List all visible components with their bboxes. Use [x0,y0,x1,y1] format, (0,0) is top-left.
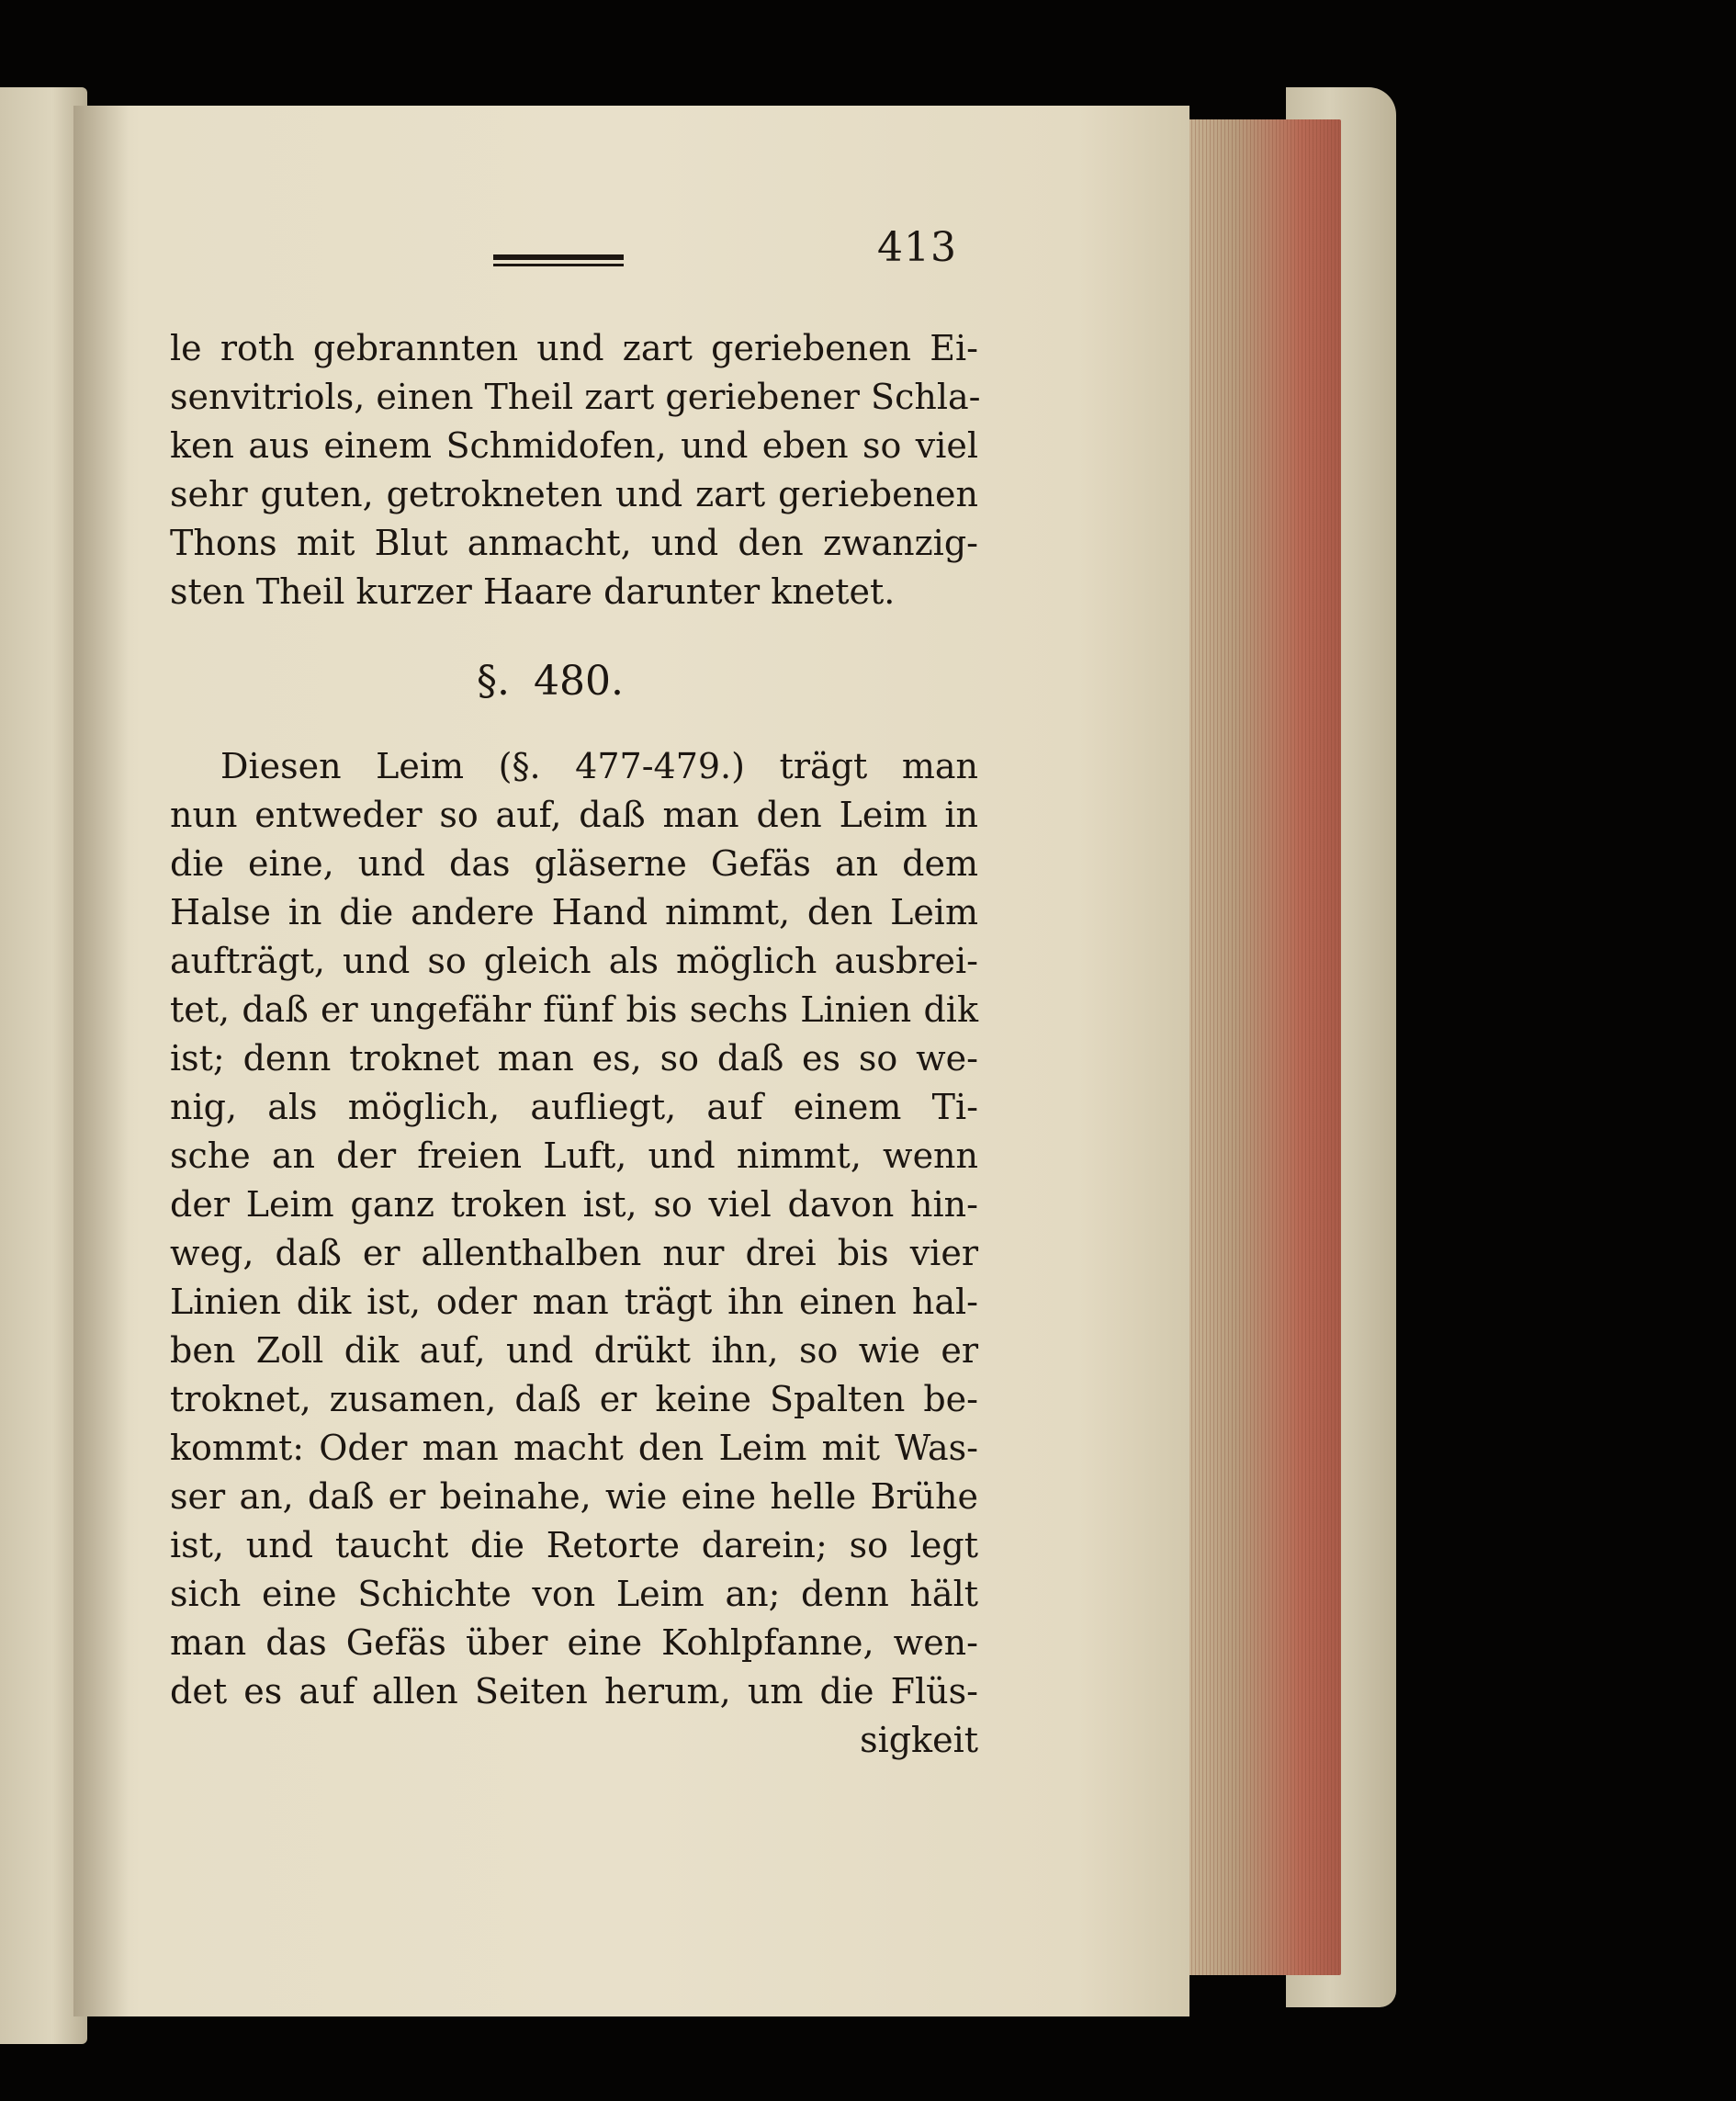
text-line: ist, und taucht die Retorte darein; so legt [170,1525,978,1565]
text-line: kommt: Oder man macht den Leim mit Was- [170,1428,978,1468]
text-line: ken aus einem Schmidofen, und eben so viel [170,425,978,466]
text-line: troknet, zusamen, daß er keine Spalten be- [170,1379,978,1419]
text-line: weg, daß er allenthalben nur drei bis vier [170,1233,978,1273]
text-line: nig, als möglich, aufliegt, auf einem Ti- [170,1087,978,1127]
text-line: der Leim ganz troken ist, so viel davon hin- [170,1184,978,1225]
section-heading: §. 480. [477,658,624,705]
text-line: ser an, daß er beinahe, wie eine helle Brühe [170,1476,978,1517]
text-line: sich eine Schichte von Leim an; denn hält [170,1574,978,1614]
text-line: nun entweder so auf, daß man den Leim in [170,795,978,835]
gutter-shadow [73,106,129,2016]
text-line: sehr guten, getrokneten und zart geriebenen [170,474,978,514]
page-stack-edges [1180,119,1341,1975]
page-number: 413 [877,224,957,271]
text-line: Diesen Leim (§. 477-479.) trägt man [220,746,978,786]
text-line: man das Gefäs über eine Kohlpfanne, wen- [170,1622,978,1663]
text-line: tet, daß er ungefähr fünf bis sechs Linien dik [170,989,978,1030]
header-rule [493,254,624,266]
text-line: le roth gebrannten und zart geriebenen Ei- [170,328,978,368]
text-line: Thons mit Blut anmacht, und den zwanzig- [170,523,978,563]
text-line: Linien dik ist, oder man trägt ihn einen hal- [170,1282,978,1322]
text-line: senvitriols, einen Theil zart geriebener Schla- [170,377,981,417]
text-line: sten Theil kurzer Haare darunter knetet. [170,571,896,612]
text-line: det es auf allen Seiten herum, um die Flüs- [170,1671,978,1711]
text-line: ist; denn troknet man es, so daß es so we- [170,1038,978,1079]
text-line: ben Zoll dik auf, und drükt ihn, so wie er [170,1330,978,1371]
text-line: Halse in die andere Hand nimmt, den Leim [170,892,978,932]
text-line: sche an der freien Luft, und nimmt, wenn [170,1135,978,1176]
text-line: die eine, und das gläserne Gefäs an dem [170,843,978,884]
text-line: aufträgt, und so gleich als möglich ausbrei- [170,941,978,981]
catchword: sigkeit [860,1720,978,1760]
